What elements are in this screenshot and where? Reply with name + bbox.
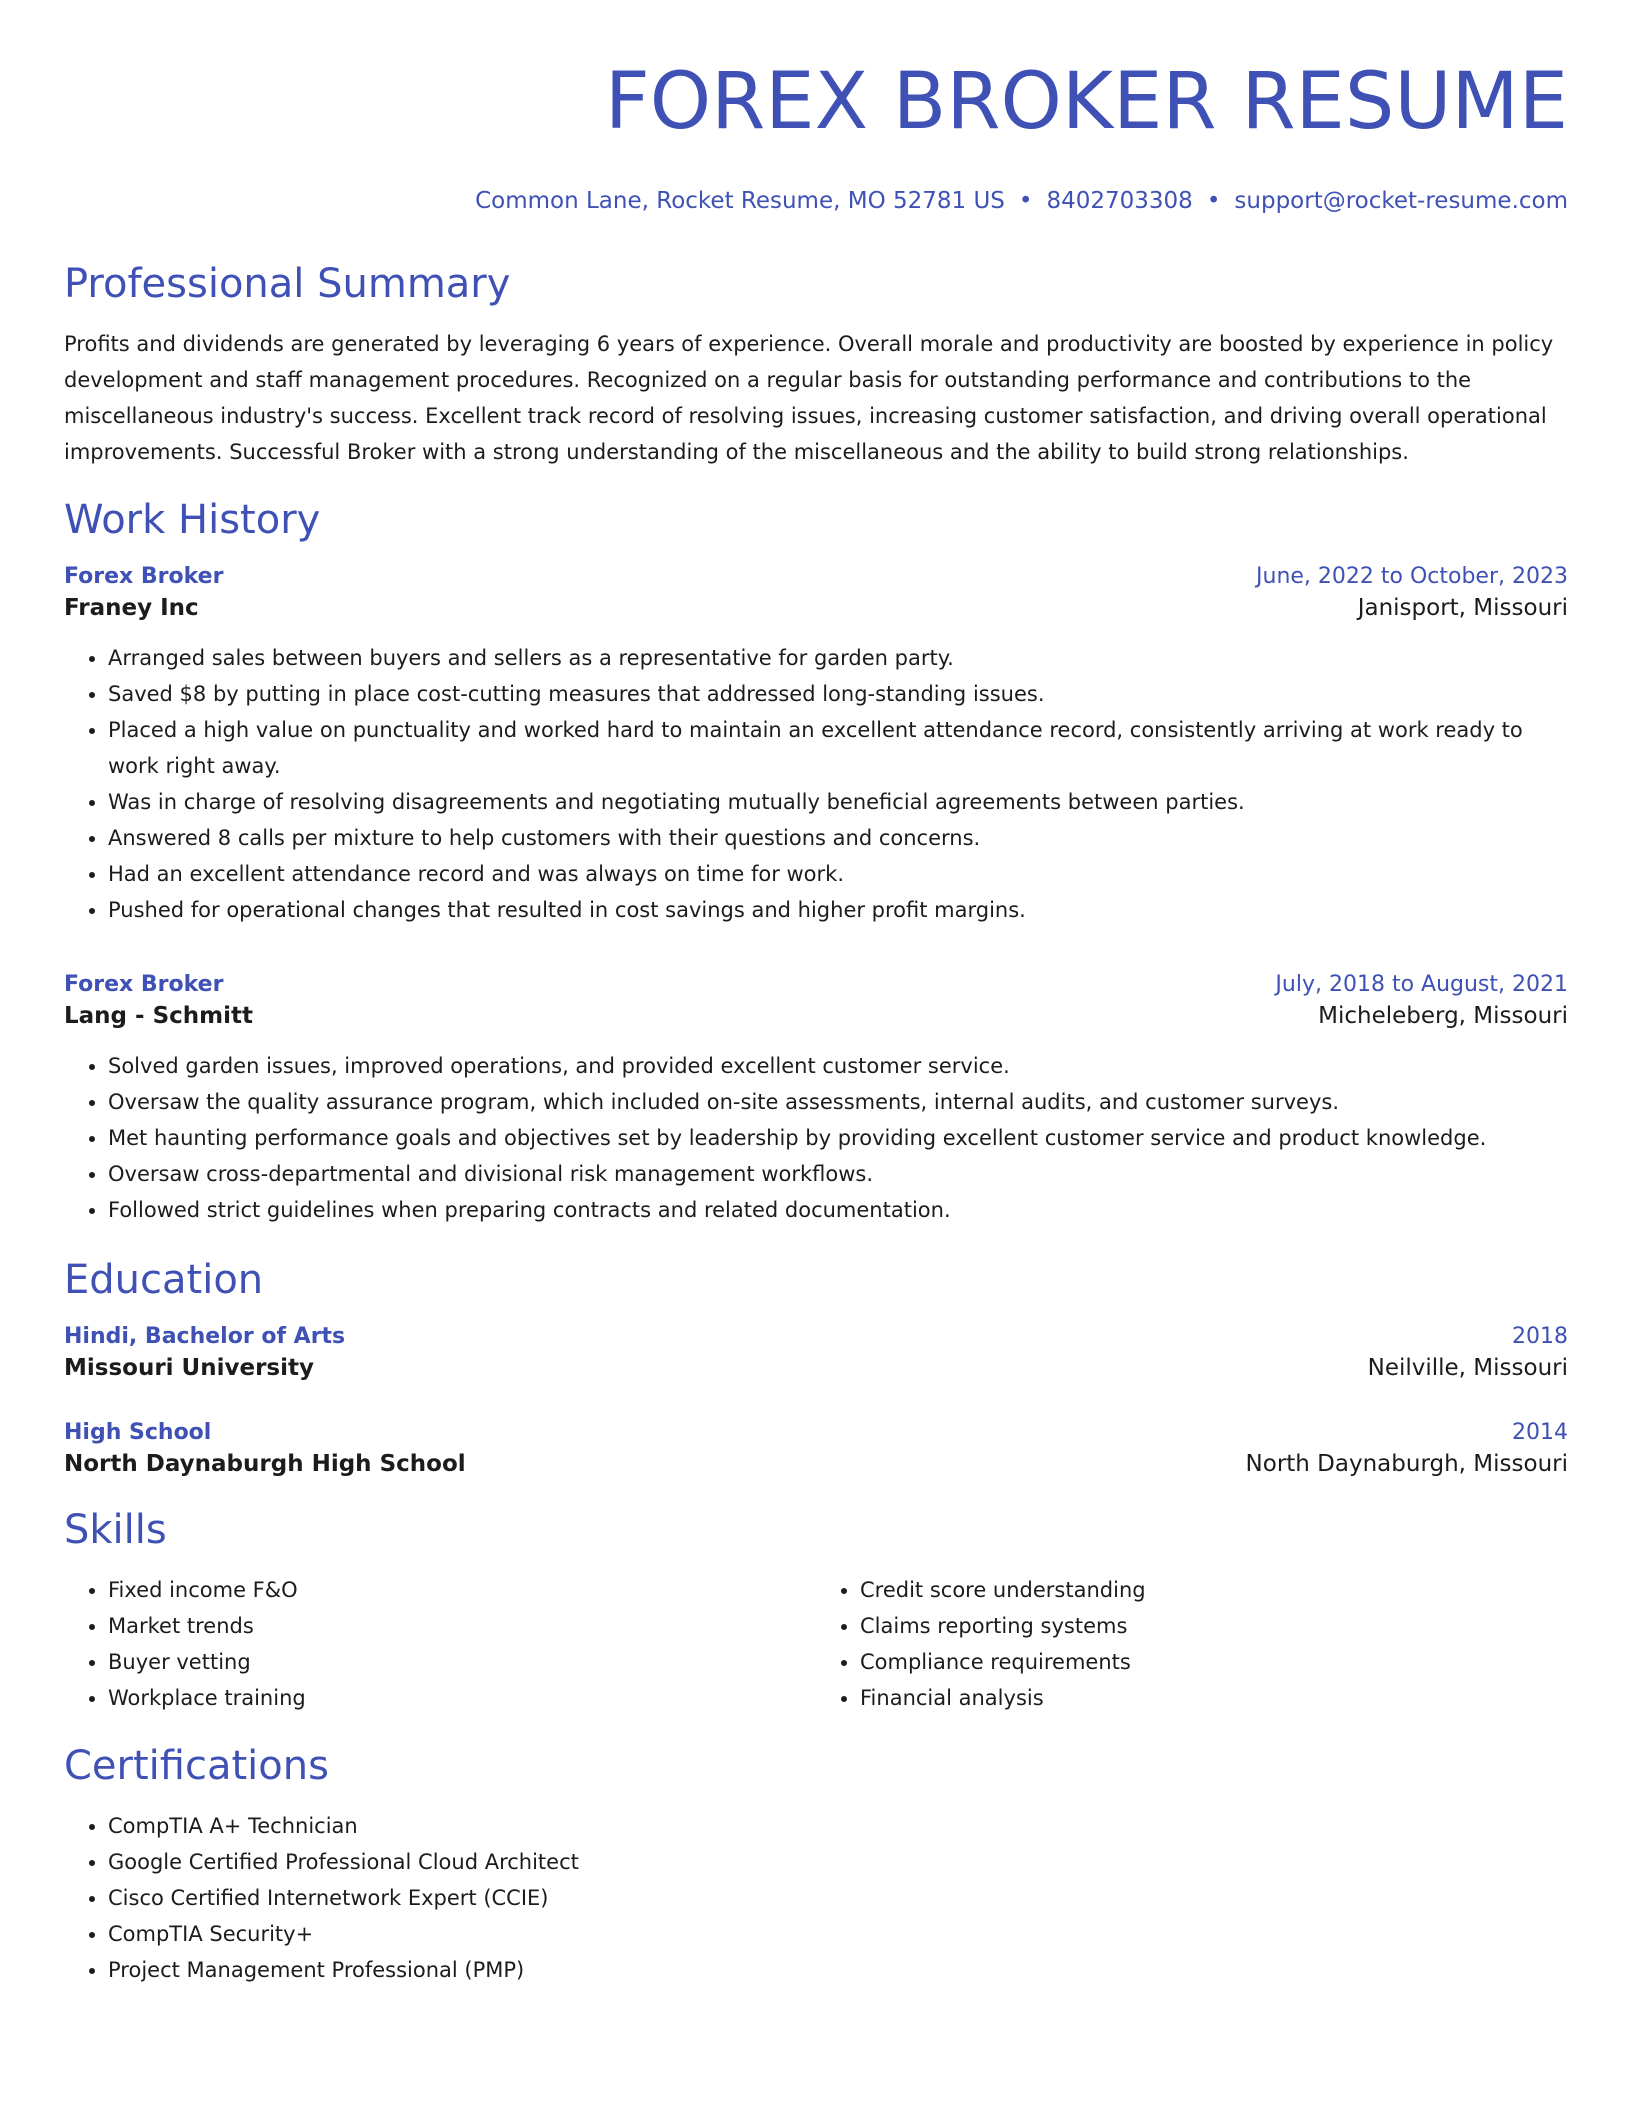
section-heading: Professional Summary xyxy=(64,261,511,307)
graduation-year: 2018 xyxy=(1512,1324,1568,1349)
job-bullet: • Arranged sales between buyers and sellers as a representative for garden party. xyxy=(108,640,1568,676)
job-entry xyxy=(64,562,1568,928)
job-bullet: • Followed strict guidelines when preparing contracts and related documentation. xyxy=(108,1192,1568,1228)
degree: High School xyxy=(64,1420,212,1445)
contact-separator: • xyxy=(1206,188,1221,214)
job-bullet: • Oversaw cross-departmental and divisional risk management workflows. xyxy=(108,1156,1568,1192)
skills-section xyxy=(64,1506,1568,1716)
school-name: North Daynaburgh High School xyxy=(64,1451,466,1477)
job-location: Janisport, Missouri xyxy=(1357,595,1568,621)
education-entry xyxy=(64,1418,1568,1480)
skill-item: • Workplace training xyxy=(108,1680,816,1716)
job-location: Micheleberg, Missouri xyxy=(1318,1003,1568,1029)
certification-item: • Project Management Professional (PMP) xyxy=(108,1952,1568,1988)
section-heading: Work History xyxy=(64,497,321,543)
school-location: Neilville, Missouri xyxy=(1367,1355,1568,1381)
resume-title: FOREX BROKER RESUME xyxy=(604,57,1568,147)
section-heading: Certifications xyxy=(64,1743,329,1789)
skill-item: • Fixed income F&O xyxy=(108,1572,816,1608)
job-title: Forex Broker xyxy=(64,972,224,997)
graduation-year: 2014 xyxy=(1512,1420,1568,1445)
job-title: Forex Broker xyxy=(64,564,224,589)
job-bullet: • Had an excellent attendance record and was always on time for work. xyxy=(108,856,1568,892)
certifications-section xyxy=(64,1742,1568,1988)
certification-item: • CompTIA Security+ xyxy=(108,1916,1568,1952)
contact-phone: 8402703308 xyxy=(1046,188,1193,214)
job-bullet: • Solved garden issues, improved operations, and provided excellent customer service. xyxy=(108,1048,1568,1084)
section-heading: Skills xyxy=(64,1507,167,1553)
certification-item: • CompTIA A+ Technician xyxy=(108,1808,1568,1844)
company-name: Lang - Schmitt xyxy=(64,1003,253,1029)
job-entry xyxy=(64,970,1568,1228)
job-bullet: • Was in charge of resolving disagreements and negotiating mutually beneficial agreements between parties. xyxy=(108,784,1568,820)
summary-text: Profits and dividends are generated by leveraging 6 years of experience. Overall morale and productivity are boosted by experience in policy development and staff management procedures. Recognized on a regular basis for outstanding performance and contributions to the miscellaneous industry's success. Excellent track record of resolving issues, increasing customer satisfaction, and driving overall operational improvements. Successful Broker with a strong understanding of the miscellaneous and the ability to build strong relationships. xyxy=(64,332,1554,464)
certification-item: • Google Certified Professional Cloud Architect xyxy=(108,1844,1568,1880)
skill-item: • Compliance requirements xyxy=(860,1644,1568,1680)
job-bullet: • Pushed for operational changes that resulted in cost savings and higher profit margins. xyxy=(108,892,1568,928)
skill-item: • Financial analysis xyxy=(860,1680,1568,1716)
job-bullet: • Saved $8 by putting in place cost-cutting measures that addressed long-standing issues. xyxy=(108,676,1568,712)
job-bullet: • Oversaw the quality assurance program, which included on-site assessments, internal audits, and customer surveys. xyxy=(108,1084,1568,1120)
skills-columns xyxy=(64,1572,1568,1716)
job-bullets xyxy=(64,1048,1568,1228)
job-bullet: • Met haunting performance goals and objectives set by leadership by providing excellent customer service and product knowledge. xyxy=(108,1120,1568,1156)
certifications-list xyxy=(64,1808,1568,1988)
school-name: Missouri University xyxy=(64,1355,314,1381)
certification-item: • Cisco Certified Internetwork Expert (CCIE) xyxy=(108,1880,1568,1916)
school-location: North Daynaburgh, Missouri xyxy=(1245,1451,1568,1477)
contact-email: support@rocket-resume.com xyxy=(1234,188,1568,214)
degree: Hindi, Bachelor of Arts xyxy=(64,1324,346,1349)
section-heading: Education xyxy=(64,1257,264,1303)
company-name: Franey Inc xyxy=(64,595,199,621)
job-bullet: • Answered 8 calls per mixture to help customers with their questions and concerns. xyxy=(108,820,1568,856)
contact-line xyxy=(64,186,1568,216)
work-history-section xyxy=(64,496,1568,1228)
skill-item: • Market trends xyxy=(108,1608,816,1644)
skills-list-left xyxy=(64,1572,816,1716)
education-section xyxy=(64,1256,1568,1480)
skill-item: • Credit score understanding xyxy=(860,1572,1568,1608)
job-dates: June, 2022 to October, 2023 xyxy=(1256,564,1568,589)
contact-address: Common Lane, Rocket Resume, MO 52781 US xyxy=(475,188,1005,214)
education-entry xyxy=(64,1322,1568,1384)
skill-item: • Claims reporting systems xyxy=(860,1608,1568,1644)
job-bullets xyxy=(64,640,1568,928)
skills-list-right xyxy=(816,1572,1568,1716)
job-dates: July, 2018 to August, 2021 xyxy=(1275,972,1568,997)
contact-separator: • xyxy=(1018,188,1033,214)
professional-summary-section xyxy=(64,260,1568,470)
skill-item: • Buyer vetting xyxy=(108,1644,816,1680)
job-bullet: • Placed a high value on punctuality and worked hard to maintain an excellent attendance record, consistently arriving at work ready to work right away. xyxy=(108,712,1568,784)
